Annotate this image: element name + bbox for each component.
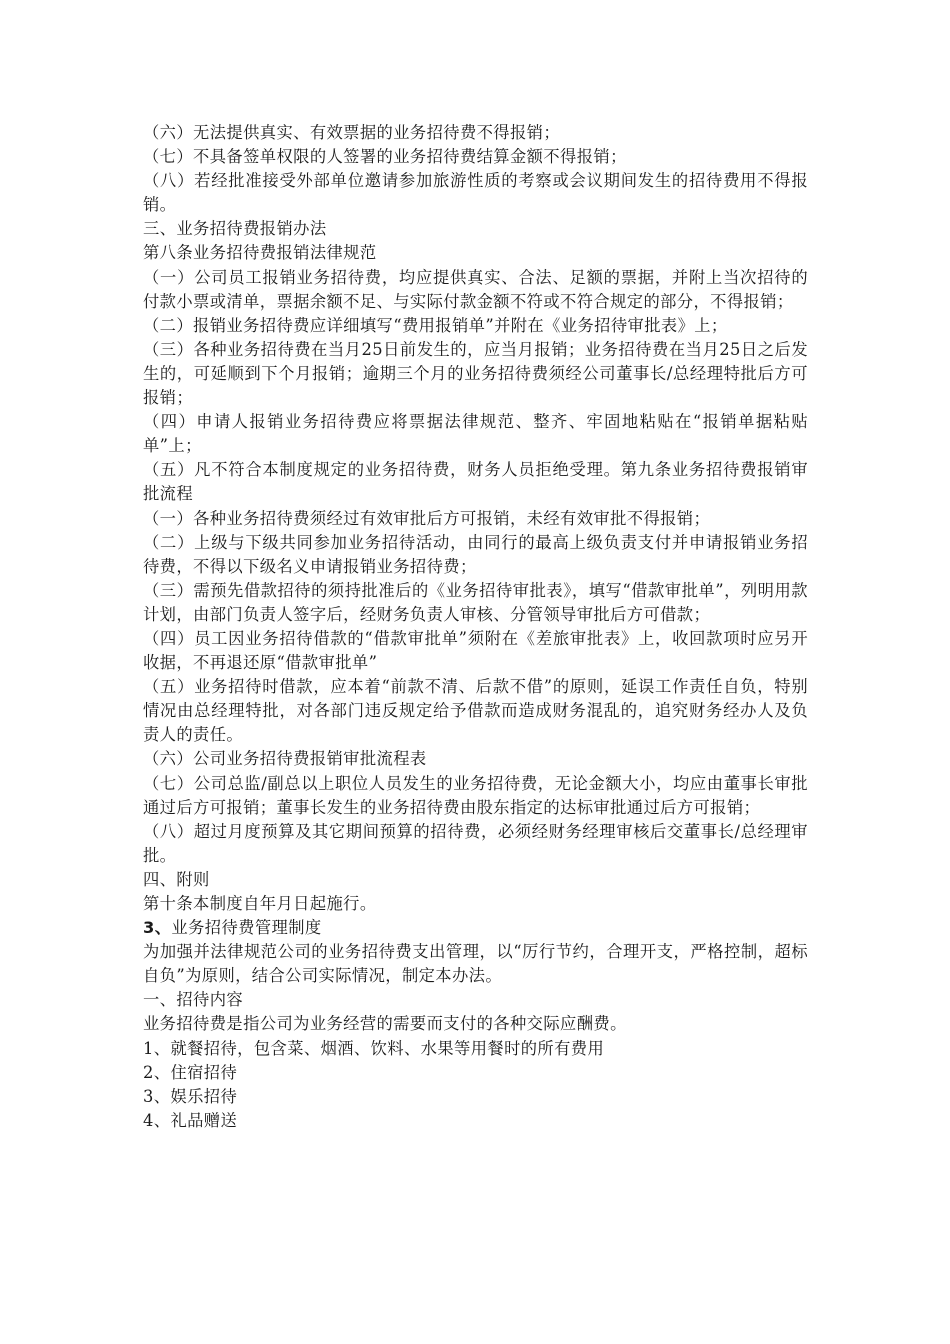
paragraph: （三）各种业务招待费在当月25日前发生的，应当月报销；业务招待费在当月25日之后发生的，可延顺到下个月报销；逾期三个月的业务招待费须经公司董事长/总经理特批后方可报销； [143,339,808,408]
section-3-number: 3、 [143,918,172,938]
paragraph: 为加强并法律规范公司的业务招待费支出管理，以“厉行节约，合理开支，严格控制，超标自负”为原则，结合公司实际情况，制定本办法。 [143,942,808,986]
paragraph: （二）上级与下级共同参加业务招待活动，由同行的最高上级负责支付并申请报销业务招待费，不得以下级名义申请报销业务招待费； [143,532,808,576]
paragraph: （一）各种业务招待费须经过有效审批后方可报销，未经有效审批不得报销； [143,508,711,528]
paragraph: （六）公司业务招待费报销审批流程表 [143,749,427,769]
paragraph: （五）业务招待时借款，应本着“前款不清、后款不借”的原则，延误工作责任自负，特别情况由总经理特批，对各部门违反规定给予借款而造成财务混乱的，追究财务经办人及负责人的责任。 [143,677,808,745]
paragraph: （八）超过月度预算及其它期间预算的招待费，必须经财务经理审核后交董事长/总经理审批。 [143,821,808,865]
article-heading: 第八条业务招待费报销法律规范 [143,243,377,263]
paragraph: 业务招待费是指公司为业务经营的需要而支付的各种交际应酬费。 [143,1014,627,1034]
paragraph: （三）需预先借款招待的须持批准后的《业务招待审批表》，填写“借款审批单”，列明用款计划，由部门负责人签字后，经财务负责人审核、分管领导审批后方可借款； [143,580,808,624]
list-item: 2、住宿招待 [143,1062,238,1082]
paragraph: （七）不具备签单权限的人签署的业务招待费结算金额不得报销； [143,147,627,167]
list-item: 1、就餐招待，包含菜、烟酒、饮料、水果等用餐时的所有费用 [143,1038,605,1058]
paragraph: （一）公司员工报销业务招待费，均应提供真实、合法、足额的票据，并附上当次招待的付款小票或清单，票据余额不足、与实际付款金额不符或不符合规定的部分，不得报销； [143,267,808,311]
section-heading: 四、附则 [143,869,210,889]
section-heading: 一、招待内容 [143,990,244,1010]
section-3-heading [143,916,808,940]
paragraph: （六）无法提供真实、有效票据的业务招待费不得报销； [143,123,561,142]
section-3-title: 业务招待费管理制度 [171,918,322,938]
article-heading: 第十条本制度自年月日起施行。 [143,894,377,913]
paragraph: （八）若经批准接受外部单位邀请参加旅游性质的考察或会议期间发生的招待费用不得报销。 [143,171,808,215]
document-body [143,121,808,1133]
list-item: 3、娱乐招待 [143,1086,238,1106]
paragraph: （四）申请人报销业务招待费应将票据法律规范、整齐、牢固地粘贴在“报销单据粘贴单”上； [143,412,808,456]
paragraph: （二）报销业务招待费应详细填写“费用报销单”并附在《业务招待审批表》上； [143,315,728,335]
paragraph: （七）公司总监/副总以上职位人员发生的业务招待费，无论金额大小，均应由董事长审批通过后方可报销；董事长发生的业务招待费由股东指定的达标审批通过后方可报销； [143,773,808,817]
section-heading: 三、业务招待费报销办法 [143,219,327,239]
paragraph: （五）凡不符合本制度规定的业务招待费，财务人员拒绝受理。第九条业务招待费报销审批流程 [143,460,808,504]
list-item: 4、礼品赠送 [143,1110,238,1130]
paragraph: （四）员工因业务招待借款的“借款审批单”须附在《差旅审批表》上，收回款项时应另开收据，不再退还原“借款审批单” [143,628,808,673]
